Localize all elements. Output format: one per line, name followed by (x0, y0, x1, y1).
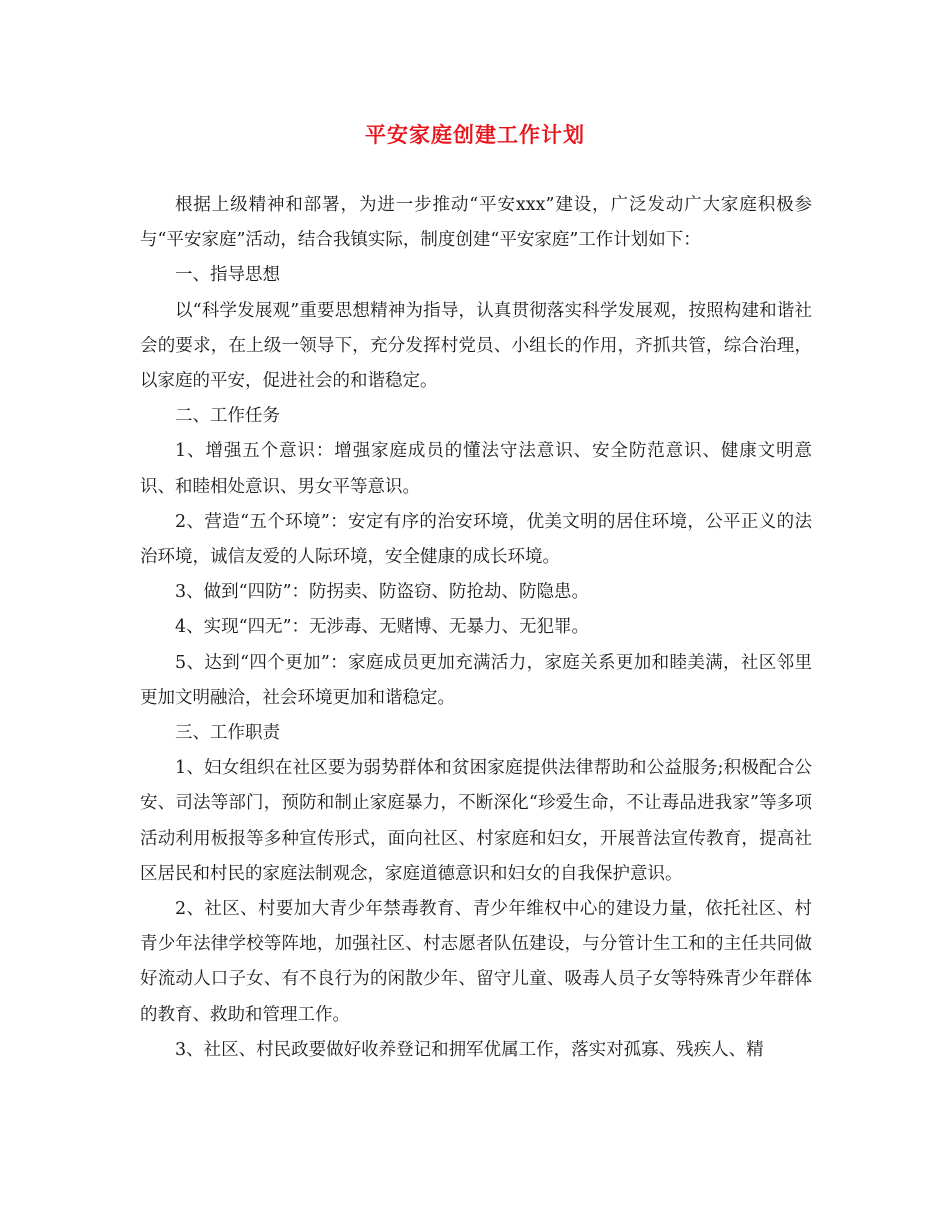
paragraph-duty-3: 3、社区、村民政要做好收养登记和拥军优属工作，落实对孤寡、残疾人、精 (175, 1039, 764, 1060)
section-heading-work-tasks: 二、工作任务 (175, 406, 280, 427)
section-heading-work-duties: 三、工作职责 (175, 723, 280, 744)
paragraph-task-4: 4、实现“四无”：无涉毒、无赌博、无暴力、无犯罪。 (175, 617, 590, 638)
paragraph-task-1: 1、增强五个意识：增强家庭成员的懂法守法意识、安全防范意识、健康文明意识、和睦相处意识、男女平等意识。 (140, 441, 812, 497)
paragraph-task-5: 5、达到“四个更加”：家庭成员更加充满活力，家庭关系更加和睦美满，社区邻里更加文明融洽，社会环境更加和谐稳定。 (140, 652, 812, 708)
document-body (140, 188, 812, 1068)
paragraph-intro: 根据上级精神和部署，为进一步推动“平安xxx”建设，广泛发动广大家庭积极参与“平安家庭”活动，结合我镇实际，制度创建“平安家庭”工作计划如下： (140, 195, 812, 251)
paragraph-task-2: 2、营造“五个环境”：安定有序的治安环境，优美文明的居住环境，公平正义的法治环境，诚信友爱的人际环境，安全健康的成长环境。 (140, 511, 812, 568)
paragraph-task-3: 3、做到“四防”：防拐卖、防盗窃、防抢劫、防隐患。 (175, 582, 590, 603)
section-heading-guiding-ideology: 一、指导思想 (175, 265, 280, 286)
paragraph-guiding-ideology: 以“科学发展观”重要思想精神为指导，认真贯彻落实科学发展观，按照构建和谐社会的要求，在上级一领导下，充分发挥村党员、小组长的作用，齐抓共管，综合治理，以家庭的平安，促进社会的和谐稳定。 (140, 300, 812, 392)
paragraph-duty-2: 2、社区、村要加大青少年禁毒教育、青少年维权中心的建设力量，依托社区、村青少年法律学校等阵地，加强社区、村志愿者队伍建设，与分管计生工和的主任共同做好流动人口子女、有不良行为的闲散少年、留守儿童、吸毒人员子女等特殊青少年群体的教育、救助和管理工作。 (140, 899, 812, 1025)
paragraph-duty-1: 1、妇女组织在社区要为弱势群体和贫困家庭提供法律帮助和公益服务;积极配合公安、司法等部门，预防和制止家庭暴力，不断深化“珍爱生命，不让毒品进我家”等多项活动利用板报等多种宣传形式，面向社区、村家庭和妇女，开展普法宣传教育，提高社区居民和村民的家庭法制观念，家庭道德意识和妇女的自我保护意识。 (140, 758, 812, 884)
document-title: 平安家庭创建工作计划 (365, 122, 585, 147)
